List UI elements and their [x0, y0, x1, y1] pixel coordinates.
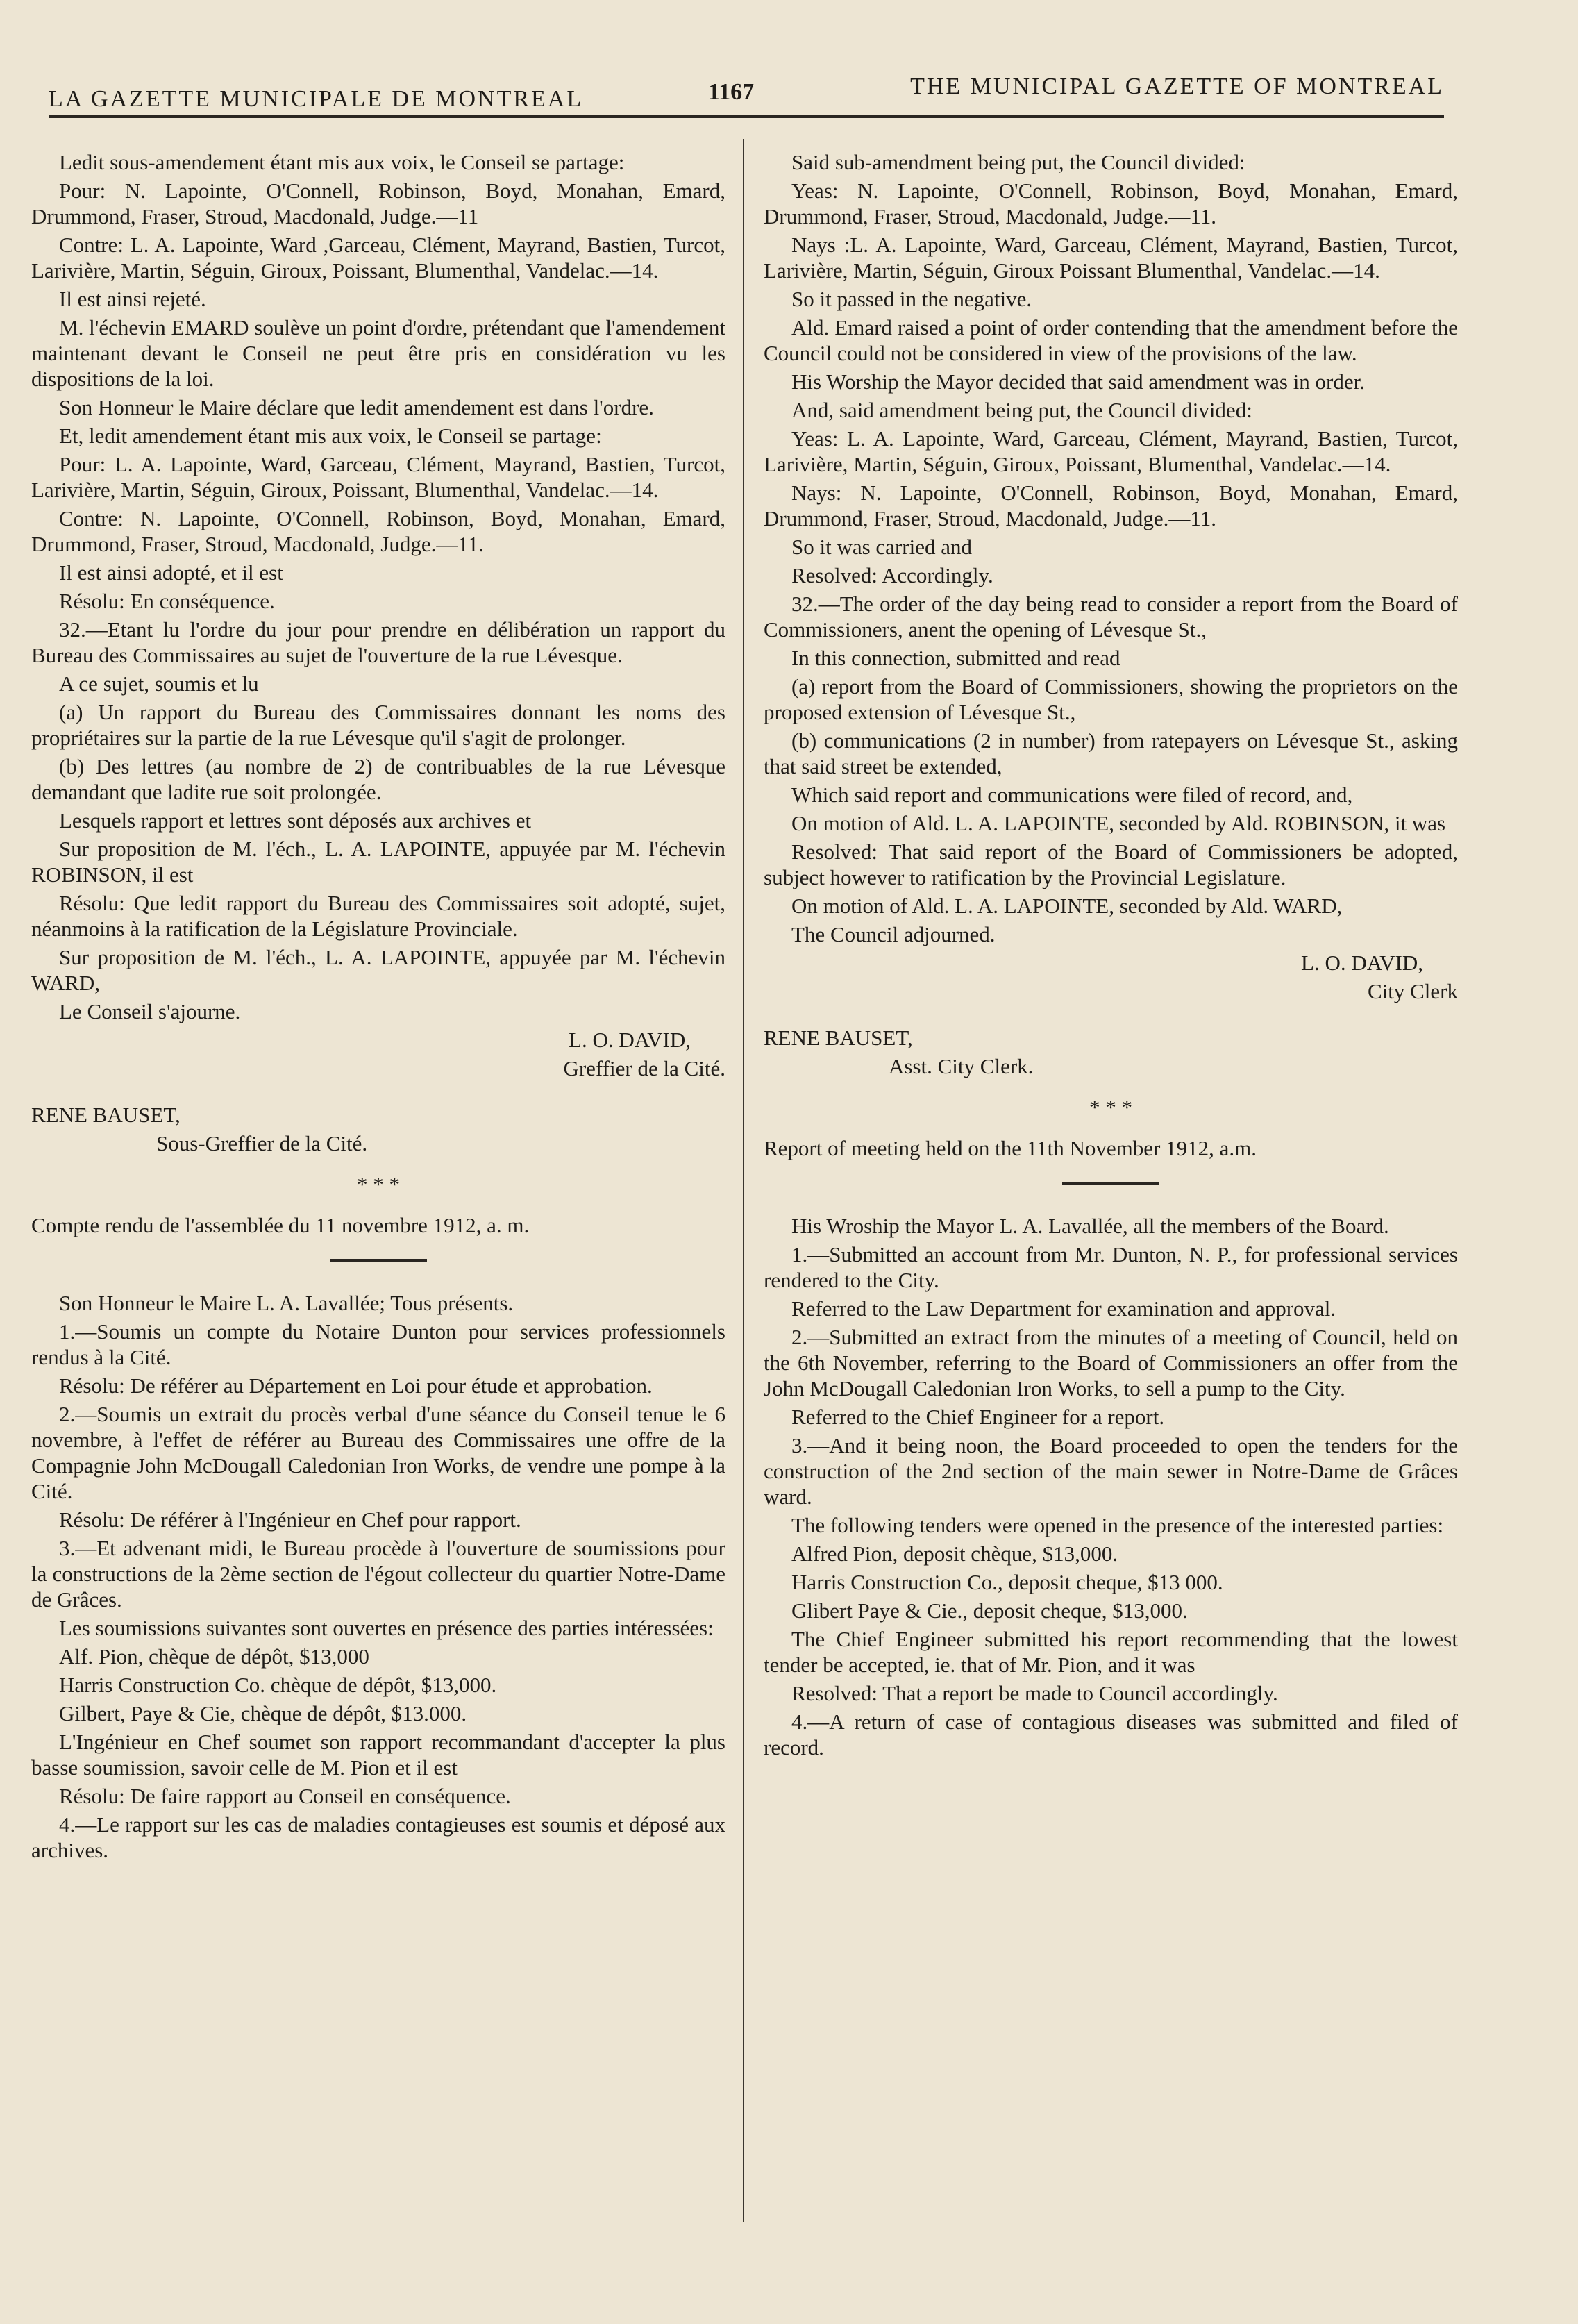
paragraph: 2.—Soumis un extrait du procès verbal d'une séance du Conseil tenue le 6 novembre, à l'effet de référer au Bureau des Commissaires une offre de la Compagnie John McDougall Caledonian Iron Works, de vendre une pompe à la Cité.: [31, 1402, 725, 1503]
column-divider: [743, 139, 744, 2222]
english-minutes: [764, 149, 1458, 947]
clerk-name: L. O. DAVID,: [569, 1028, 691, 1052]
paragraph: On motion of Ald. L. A. LAPOINTE, seconded by Ald. ROBINSON, it was: [791, 811, 1446, 835]
paragraph: Alf. Pion, chèque de dépôt, $13,000: [59, 1644, 369, 1669]
paragraph: Harris Construction Co. chèque de dépôt, $13,000.: [59, 1673, 497, 1697]
paragraph: Gilbert, Paye & Cie, chèque de dépôt, $13.000.: [59, 1701, 467, 1725]
paragraph: His Wroship the Mayor L. A. Lavallée, all the members of the Board.: [791, 1214, 1389, 1238]
paragraph: 4.—A return of case of contagious diseases was submitted and filed of record.: [764, 1709, 1458, 1759]
report-rule: [1062, 1182, 1159, 1185]
paragraph: Résolu: De référer au Département en Loi pour étude et approbation.: [59, 1373, 653, 1398]
paragraph: Résolu: Que ledit rapport du Bureau des Commissaires soit adopté, sujet, néanmoins à la ratification de la Législature Provinciale.: [31, 891, 725, 941]
english-report: [764, 1213, 1458, 1760]
header-english-title: THE MUNICIPAL GAZETTE OF MONTREAL: [910, 74, 1444, 99]
paragraph: Resolved: Accordingly.: [791, 563, 993, 587]
paragraph: On motion of Ald. L. A. LAPOINTE, seconded by Ald. WARD,: [791, 894, 1343, 918]
paragraph: In this connection, submitted and read: [791, 646, 1120, 670]
paragraph: Which said report and communications were filed of record, and,: [791, 783, 1353, 807]
paragraph: Les soumissions suivantes sont ouvertes en présence des parties intéressées:: [59, 1616, 714, 1640]
paragraph: The Chief Engineer submitted his report recommending that the lowest tender be accepted, ie. that of Mr. Pion, and it was: [764, 1627, 1458, 1677]
header-french-title: LA GAZETTE MUNICIPALE DE MONTREAL: [49, 86, 584, 112]
paragraph: Resolved: That said report of the Board of Commissioners be adopted, subject however to ratification by the Provincial Legislature.: [764, 839, 1458, 889]
paragraph: Yeas: N. Lapointe, O'Connell, Robinson, Boyd, Monahan, Emard, Drummond, Fraser, Stroud, Macdonald, Judge.—11.: [764, 178, 1458, 228]
paragraph: Resolved: That a report be made to Council accordingly.: [791, 1681, 1278, 1705]
paragraph: And, said amendment being put, the Council divided:: [791, 398, 1252, 422]
paragraph: His Worship the Mayor decided that said amendment was in order.: [791, 369, 1365, 394]
paragraph: M. l'échevin EMARD soulève un point d'ordre, prétendant que l'amendement maintenant devant le Conseil ne peut être pris en considération vu les dispositions de la loi.: [31, 315, 725, 391]
report-header: Compte rendu de l'assemblée du 11 novembre 1912, a. m.: [31, 1213, 530, 1237]
paragraph: Et, ledit amendement étant mis aux voix, le Conseil se partage:: [59, 424, 602, 448]
clerk-name: L. O. DAVID,: [1301, 951, 1423, 975]
report-header: Report of meeting held on the 11th November 1912, a.m.: [764, 1136, 1257, 1160]
paragraph: So it was carried and: [791, 535, 972, 559]
paragraph: 1.—Soumis un compte du Notaire Dunton pour services professionnels rendus à la Cité.: [31, 1319, 725, 1369]
clerk-title: City Clerk: [1367, 979, 1458, 1003]
section-separator: * * *: [1089, 1095, 1132, 1119]
paragraph: Résolu: De référer à l'Ingénieur en Chef pour rapport.: [59, 1507, 521, 1532]
header-rule: [49, 115, 1444, 118]
paragraph: (b) Des lettres (au nombre de 2) de contribuables de la rue Lévesque demandant que ladite rue soit prolongée.: [31, 754, 725, 804]
paragraph: Résolu: En conséquence.: [59, 589, 275, 613]
paragraph: 3.—And it being noon, the Board proceeded to open the tenders for the construction of the 2nd section of the main sewer in Notre-Dame de Grâces ward.: [764, 1433, 1458, 1509]
paragraph: Referred to the Law Department for examination and approval.: [791, 1296, 1336, 1321]
paragraph: (a) Un rapport du Bureau des Commissaires donnant les noms des propriétaires sur la partie de la rue Lévesque qu'il s'agit de prolonger.: [31, 700, 725, 750]
paragraph: Son Honneur le Maire L. A. Lavallée; Tous présents.: [59, 1291, 514, 1315]
paragraph: 1.—Submitted an account from Mr. Dunton, N. P., for professional services rendered to the City.: [764, 1242, 1458, 1292]
paragraph: The Council adjourned.: [791, 922, 996, 946]
paragraph: Ledit sous-amendement étant mis aux voix, le Conseil se partage:: [59, 150, 625, 174]
paragraph: Sur proposition de M. l'éch., L. A. LAPOINTE, appuyée par M. l'échevin ROBINSON, il est: [31, 837, 725, 887]
paragraph: 32.—The order of the day being read to consider a report from the Board of Commissioners, anent the opening of Lévesque St.,: [764, 592, 1458, 642]
asst-clerk-title: Asst. City Clerk.: [889, 1054, 1034, 1078]
paragraph: Nays: N. Lapointe, O'Connell, Robinson, Boyd, Monahan, Emard, Drummond, Fraser, Stroud, Macdonald, Judge.—11.: [764, 480, 1458, 530]
paragraph: Contre: L. A. Lapointe, Ward ,Garceau, Clément, Mayrand, Bastien, Turcot, Larivière, Martin, Séguin, Giroux, Poissant, Blumenthal, Vandelac.—14.: [31, 233, 725, 283]
paragraph: A ce sujet, soumis et lu: [59, 671, 259, 696]
paragraph: 32.—Etant lu l'ordre du jour pour prendre en délibération un rapport du Bureau des Commissaires au sujet de l'ouverture de la rue Lévesque.: [31, 617, 725, 667]
paragraph: Résolu: De faire rapport au Conseil en conséquence.: [59, 1784, 511, 1808]
asst-clerk-name: RENE BAUSET,: [31, 1103, 181, 1127]
paragraph: Pour: L. A. Lapointe, Ward, Garceau, Clément, Mayrand, Bastien, Turcot, Larivière, Martin, Séguin, Giroux, Poissant, Blumenthal, Vandelac.—14.: [31, 452, 725, 502]
paragraph: Said sub-amendment being put, the Council divided:: [791, 150, 1245, 174]
asst-clerk-title: Sous-Greffier de la Cité.: [156, 1131, 368, 1155]
paragraph: Sur proposition de M. l'éch., L. A. LAPOINTE, appuyée par M. l'échevin WARD,: [31, 945, 725, 995]
paragraph: Ald. Emard raised a point of order contending that the amendment before the Council could not be considered in view of the provisions of the law.: [764, 315, 1458, 365]
paragraph: (b) communications (2 in number) from ratepayers on Lévesque St., asking that said street be extended,: [764, 728, 1458, 778]
report-rule: [330, 1259, 427, 1262]
french-report: [31, 1290, 725, 1863]
paragraph: Le Conseil s'ajourne.: [59, 999, 241, 1023]
french-column: [31, 149, 725, 1866]
paragraph: Pour: N. Lapointe, O'Connell, Robinson, Boyd, Monahan, Emard, Drummond, Fraser, Stroud, Macdonald, Judge.—11: [31, 178, 725, 228]
paragraph: Il est ainsi rejeté.: [59, 287, 206, 311]
paragraph: So it passed in the negative.: [791, 287, 1032, 311]
paragraph: Glibert Paye & Cie., deposit cheque, $13,000.: [791, 1598, 1188, 1623]
paragraph: Lesquels rapport et lettres sont déposés aux archives et: [59, 808, 532, 833]
paragraph: Il est ainsi adopté, et il est: [59, 560, 283, 585]
page-number: 1167: [708, 79, 755, 105]
paragraph: The following tenders were opened in the presence of the interested parties:: [791, 1513, 1444, 1537]
section-separator: * * *: [357, 1172, 400, 1196]
paragraph: Nays :L. A. Lapointe, Ward, Garceau, Clément, Mayrand, Bastien, Turcot, Larivière, Martin, Séguin, Giroux Poissant Blumenthal, Vandelac.—14.: [764, 233, 1458, 283]
paragraph: 4.—Le rapport sur les cas de maladies contagieuses est soumis et déposé aux archives.: [31, 1812, 725, 1862]
asst-clerk-name: RENE BAUSET,: [764, 1026, 913, 1050]
french-minutes: [31, 149, 725, 1024]
paragraph: 2.—Submitted an extract from the minutes of a meeting of Council, held on the 6th November, referring to the Board of Commissioners an offer from the John McDougall Caledonian Iron Works, to sell a pump to the City.: [764, 1325, 1458, 1401]
english-column: [764, 149, 1458, 1763]
paragraph: L'Ingénieur en Chef soumet son rapport recommandant d'accepter la plus basse soumission, savoir celle de M. Pion et il est: [31, 1730, 725, 1780]
paragraph: (a) report from the Board of Commissioners, showing the proprietors on the proposed extension of Lévesque St.,: [764, 674, 1458, 724]
paragraph: Alfred Pion, deposit chèque, $13,000.: [791, 1541, 1118, 1566]
clerk-title: Greffier de la Cité.: [563, 1056, 725, 1080]
paragraph: Harris Construction Co., deposit cheque, $13 000.: [791, 1570, 1223, 1594]
paragraph: Yeas: L. A. Lapointe, Ward, Garceau, Clément, Mayrand, Bastien, Turcot, Larivière, Martin, Séguin, Giroux, Poissant, Blumenthal, Vandelac.—14.: [764, 426, 1458, 476]
paragraph: 3.—Et advenant midi, le Bureau procède à l'ouverture de soumissions pour la constructions de la 2ème section de l'égout collecteur du quartier Notre-Dame de Grâces.: [31, 1536, 725, 1612]
paragraph: Son Honneur le Maire déclare que ledit amendement est dans l'ordre.: [59, 395, 654, 419]
paragraph: Referred to the Chief Engineer for a report.: [791, 1405, 1165, 1429]
paragraph: Contre: N. Lapointe, O'Connell, Robinson, Boyd, Monahan, Emard, Drummond, Fraser, Stroud, Macdonald, Judge.—11.: [31, 506, 725, 556]
